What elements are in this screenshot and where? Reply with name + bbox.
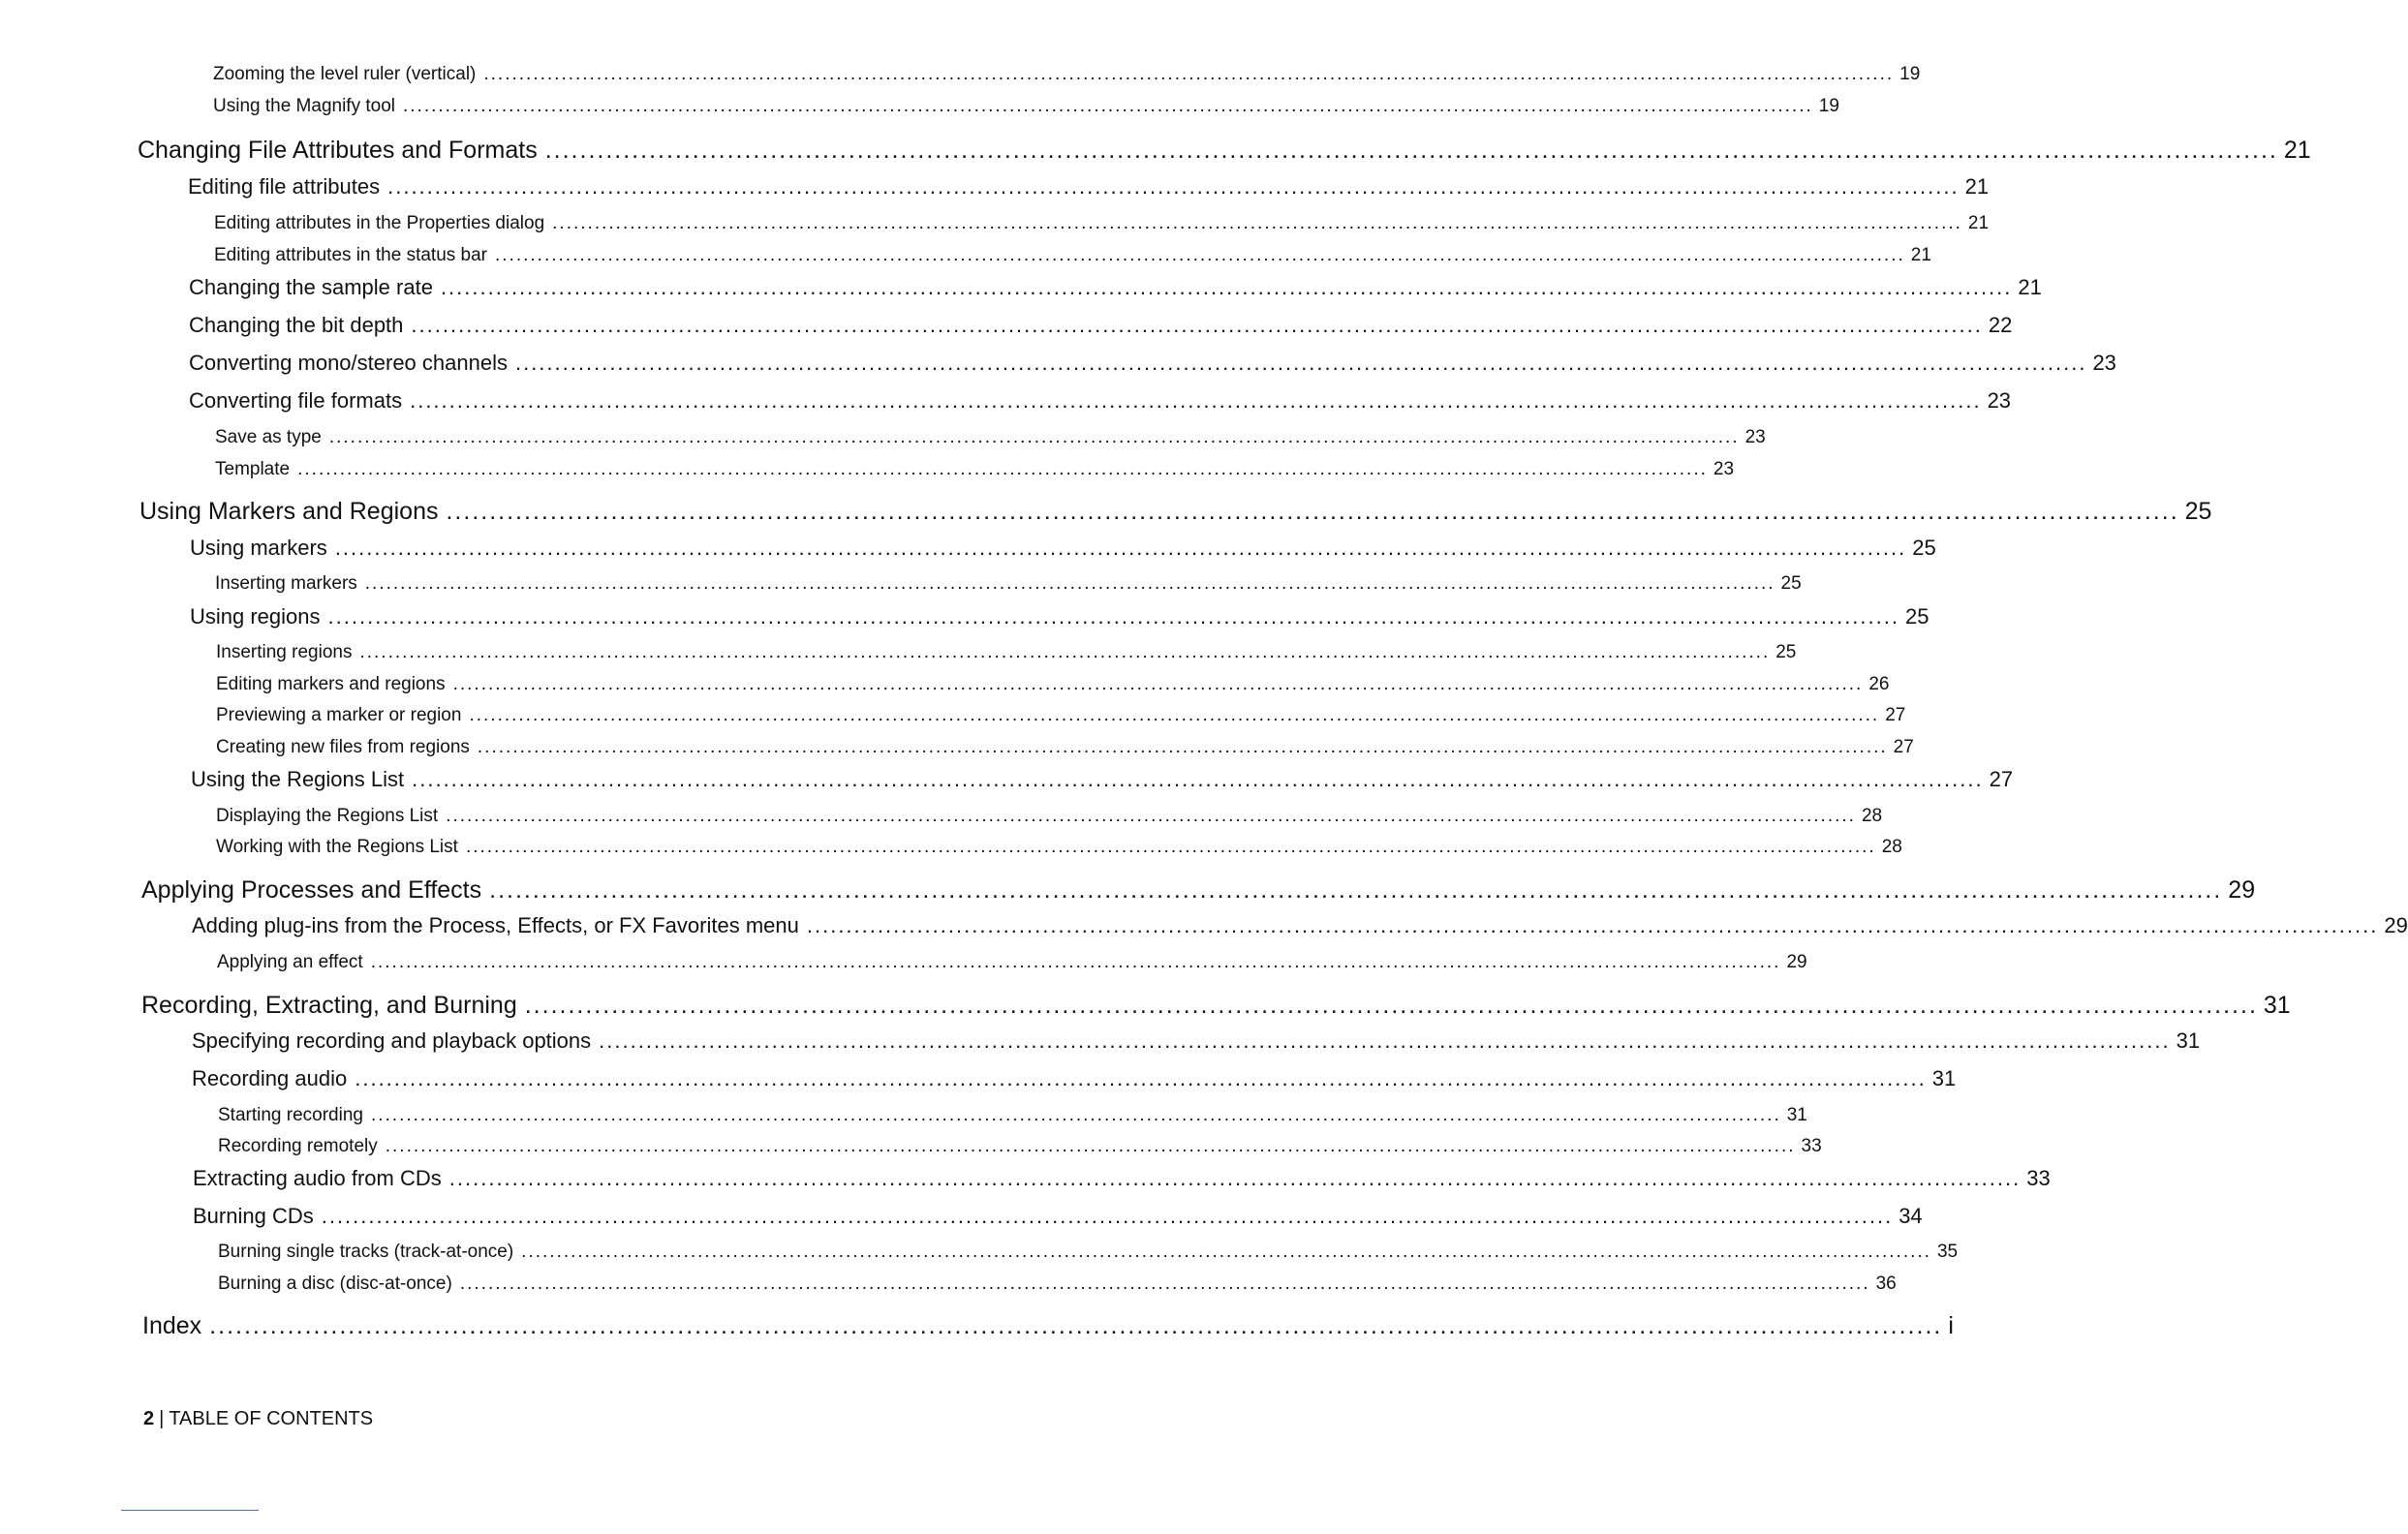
toc-entry-page: 19	[1899, 64, 1921, 84]
toc-entry	[192, 913, 2408, 938]
dot-leader: ........................................................................................................................................................................................................	[321, 1204, 1894, 1228]
toc-entry	[192, 1028, 2201, 1054]
dot-leader: ........................................................................................................................................................................................................	[328, 427, 1740, 447]
toc-entry	[213, 64, 1921, 85]
toc-entry-title: Recording audio	[192, 1066, 348, 1090]
toc-entry	[192, 1066, 1957, 1091]
dot-leader: ........................................................................................................................................................................................................	[355, 1066, 1927, 1090]
dot-leader: ........................................................................................................................................................................................................	[806, 913, 2379, 937]
toc-entry	[213, 96, 1839, 117]
toc-entry-page: 25	[1904, 604, 1929, 629]
toc-entry-title: Template	[215, 459, 291, 479]
dot-leader: ........................................................................................................................................................................................................	[370, 1105, 1781, 1125]
toc-entry	[193, 1204, 1923, 1229]
toc-entry-title: Using Markers and Regions	[139, 498, 439, 525]
dot-leader: ........................................................................................................................................................................................................	[403, 96, 1813, 116]
toc-entry-title: Inserting markers	[215, 573, 357, 594]
toc-entry-title: Using markers	[190, 536, 327, 560]
toc-entry-page: 21	[1964, 174, 1990, 199]
toc-entry	[141, 992, 2291, 1020]
dot-leader: ........................................................................................................................................................................................................	[452, 674, 1864, 694]
footer-page-number: 2	[143, 1408, 155, 1429]
toc-entry	[215, 427, 1766, 448]
toc-entry-page: 33	[2026, 1166, 2051, 1190]
toc-entry	[189, 388, 2012, 414]
toc-entry-title: Adding plug-ins from the Process, Effects, or FX Favorites menu	[192, 913, 799, 937]
dot-leader: ........................................................................................................................................................................................................	[477, 737, 1888, 757]
toc-entry-title: Inserting regions	[216, 642, 353, 662]
toc-entry-title: Changing the sample rate	[189, 275, 433, 299]
toc-entry-page: 27	[1885, 705, 1906, 725]
dot-leader: ........................................................................................................................................................................................................	[469, 705, 1880, 725]
dot-leader: ........................................................................................................................................................................................................	[364, 573, 1775, 594]
toc-entry-page: 29	[1786, 952, 1807, 972]
toc-entry	[189, 313, 2013, 338]
toc-entry-title: Index	[142, 1312, 202, 1339]
dot-leader: ........................................................................................................................................................................................................	[387, 174, 1960, 199]
toc-entry-page: 36	[1875, 1273, 1897, 1294]
toc-entry-title: Using the Regions List	[191, 767, 405, 791]
toc-entry	[138, 137, 2311, 165]
toc-entry-title: Burning CDs	[193, 1204, 314, 1228]
toc-entry	[216, 705, 1906, 726]
dot-leader: ........................................................................................................................................................................................................	[411, 313, 1983, 337]
toc-entry-title: Creating new files from regions	[216, 737, 470, 757]
toc-entry-page: 22	[1988, 313, 2013, 337]
toc-entry-page: 19	[1818, 96, 1839, 116]
toc-entry-title: Working with the Regions List	[216, 837, 458, 857]
toc-entry-title: Applying Processes and Effects	[141, 876, 482, 904]
toc-entry	[188, 174, 1990, 199]
toc-entry	[189, 351, 2116, 376]
dot-leader: ........................................................................................................................................................................................................	[440, 275, 2013, 299]
dot-leader: ........................................................................................................................................................................................................	[524, 992, 2258, 1019]
dot-leader: ........................................................................................................................................................................................................	[495, 245, 1905, 265]
page-footer	[143, 1408, 373, 1430]
toc-entry-title: Converting file formats	[189, 388, 403, 413]
toc-entry-page: 25	[2184, 498, 2212, 525]
toc-entry-page: i	[1948, 1312, 1954, 1339]
toc-entry-page: 27	[1893, 737, 1914, 757]
toc-entry-title: Editing attributes in the status bar	[214, 245, 487, 265]
toc-entry-title: Save as type	[215, 427, 322, 447]
toc-entry-title: Zooming the level ruler (vertical)	[213, 64, 477, 84]
toc-entry-page: 21	[2018, 275, 2042, 299]
toc-entry-title: Burning single tracks (track-at-once)	[218, 1242, 514, 1262]
toc-entry	[218, 1273, 1897, 1295]
toc-entry-title: Previewing a marker or region	[216, 705, 462, 725]
toc-entry-page: 23	[1713, 459, 1735, 479]
toc-entry	[216, 837, 1902, 858]
toc-entry	[214, 245, 1931, 266]
dot-leader: ........................................................................................................................................................................................................	[359, 642, 1771, 662]
toc-entry-page: 25	[1912, 536, 1936, 560]
toc-entry-page: 21	[1967, 213, 1990, 233]
toc-entry-page: 25	[1775, 642, 1797, 662]
toc-entry-page: 26	[1868, 674, 1890, 694]
dot-leader: ........................................................................................................................................................................................................	[370, 952, 1781, 972]
toc-entry	[216, 642, 1797, 663]
toc-entry	[214, 213, 1990, 234]
toc-entry-page: 34	[1899, 1204, 1923, 1228]
toc-entry	[191, 767, 2014, 792]
dot-leader: ........................................................................................................................................................................................................	[334, 536, 1907, 560]
toc-entry-title: Converting mono/stereo channels	[189, 351, 508, 375]
toc-entry-page: 23	[2092, 351, 2116, 375]
footer-label: TABLE OF CONTENTS	[169, 1408, 374, 1429]
dot-leader: ........................................................................................................................................................................................................	[544, 137, 2278, 164]
toc-entry	[218, 1242, 1959, 1263]
toc-entry	[141, 876, 2256, 905]
dot-leader: ........................................................................................................................................................................................................	[483, 64, 1895, 84]
toc-entry-title: Applying an effect	[217, 952, 363, 972]
toc-entry	[190, 536, 1936, 561]
toc-entry	[216, 674, 1890, 695]
toc-entry-page: 27	[1989, 767, 2014, 791]
toc-entry	[193, 1166, 2051, 1191]
toc-entry-title: Specifying recording and playback options	[192, 1028, 592, 1053]
toc-entry-title: Using regions	[190, 604, 321, 629]
toc-entry-page: 31	[2263, 992, 2291, 1019]
toc-entry	[216, 806, 1883, 827]
toc-entry-page: 23	[1744, 427, 1766, 447]
dot-leader: ........................................................................................................................................................................................................	[209, 1312, 1943, 1339]
toc-entry-title: Recording remotely	[218, 1136, 378, 1156]
toc-entry	[215, 573, 1802, 595]
toc-entry	[217, 952, 1807, 973]
toc-entry-title: Editing attributes in the Properties dialog	[214, 213, 545, 233]
dot-leader: ........................................................................................................................................................................................................	[327, 604, 1899, 629]
dot-leader: ........................................................................................................................................................................................................	[448, 1166, 2022, 1190]
toc-entry-page: 23	[1987, 388, 2012, 413]
dot-leader: ........................................................................................................................................................................................................	[297, 459, 1708, 479]
toc-entry-page: 31	[2176, 1028, 2201, 1053]
toc-entry	[218, 1105, 1807, 1126]
toc-entry	[218, 1136, 1822, 1157]
toc-entry-title: Burning a disc (disc-at-once)	[218, 1273, 452, 1294]
dot-leader: ........................................................................................................................................................................................................	[521, 1242, 1931, 1262]
toc-entry	[216, 737, 1914, 758]
footer-separator: |	[159, 1408, 165, 1429]
toc-entry-page: 21	[2283, 137, 2311, 164]
toc-entry	[190, 604, 1929, 629]
toc-entry-title: Changing the bit depth	[189, 313, 404, 337]
dot-leader: ........................................................................................................................................................................................................	[412, 767, 1984, 791]
bottom-rule	[121, 1510, 259, 1511]
toc-entry-page: 35	[1936, 1242, 1959, 1262]
toc-entry-title: Changing File Attributes and Formats	[138, 137, 538, 164]
dot-leader: ........................................................................................................................................................................................................	[459, 1273, 1870, 1294]
dot-leader: ........................................................................................................................................................................................................	[410, 388, 1982, 413]
toc-entry-title: Using the Magnify tool	[213, 96, 395, 116]
toc-entry-page: 21	[1910, 245, 1931, 265]
dot-leader: ........................................................................................................................................................................................................	[446, 498, 2179, 525]
toc-entry-page: 33	[1801, 1136, 1822, 1156]
dot-leader: ........................................................................................................................................................................................................	[446, 806, 1856, 826]
dot-leader: ........................................................................................................................................................................................................	[385, 1136, 1796, 1156]
toc-entry-title: Editing markers and regions	[216, 674, 446, 694]
toc-entry-title: Editing file attributes	[188, 174, 381, 199]
toc-entry-title: Displaying the Regions List	[216, 806, 439, 826]
dot-leader: ........................................................................................................................................................................................................	[599, 1028, 2171, 1053]
toc-entry-page: 31	[1931, 1066, 1957, 1090]
dot-leader: ........................................................................................................................................................................................................	[489, 876, 2223, 904]
toc-entry	[142, 1312, 1954, 1340]
toc-entry-page: 29	[2384, 913, 2408, 937]
toc-entry-title: Extracting audio from CDs	[193, 1166, 442, 1190]
toc-entry-page: 28	[1881, 837, 1902, 857]
dot-leader: ........................................................................................................................................................................................................	[465, 837, 1876, 857]
toc-entry-page: 29	[2228, 876, 2256, 904]
toc-entry-title: Starting recording	[218, 1105, 363, 1125]
toc-entry	[215, 459, 1735, 480]
toc-entry	[139, 498, 2212, 526]
toc-entry-page: 31	[1786, 1105, 1807, 1125]
dot-leader: ........................................................................................................................................................................................................	[552, 213, 1962, 233]
toc-entry-title: Recording, Extracting, and Burning	[141, 992, 517, 1019]
dot-leader: ........................................................................................................................................................................................................	[514, 351, 2087, 375]
toc-entry	[189, 275, 2042, 300]
toc-entry-page: 28	[1861, 806, 1883, 826]
toc-entry-page: 25	[1780, 573, 1802, 594]
